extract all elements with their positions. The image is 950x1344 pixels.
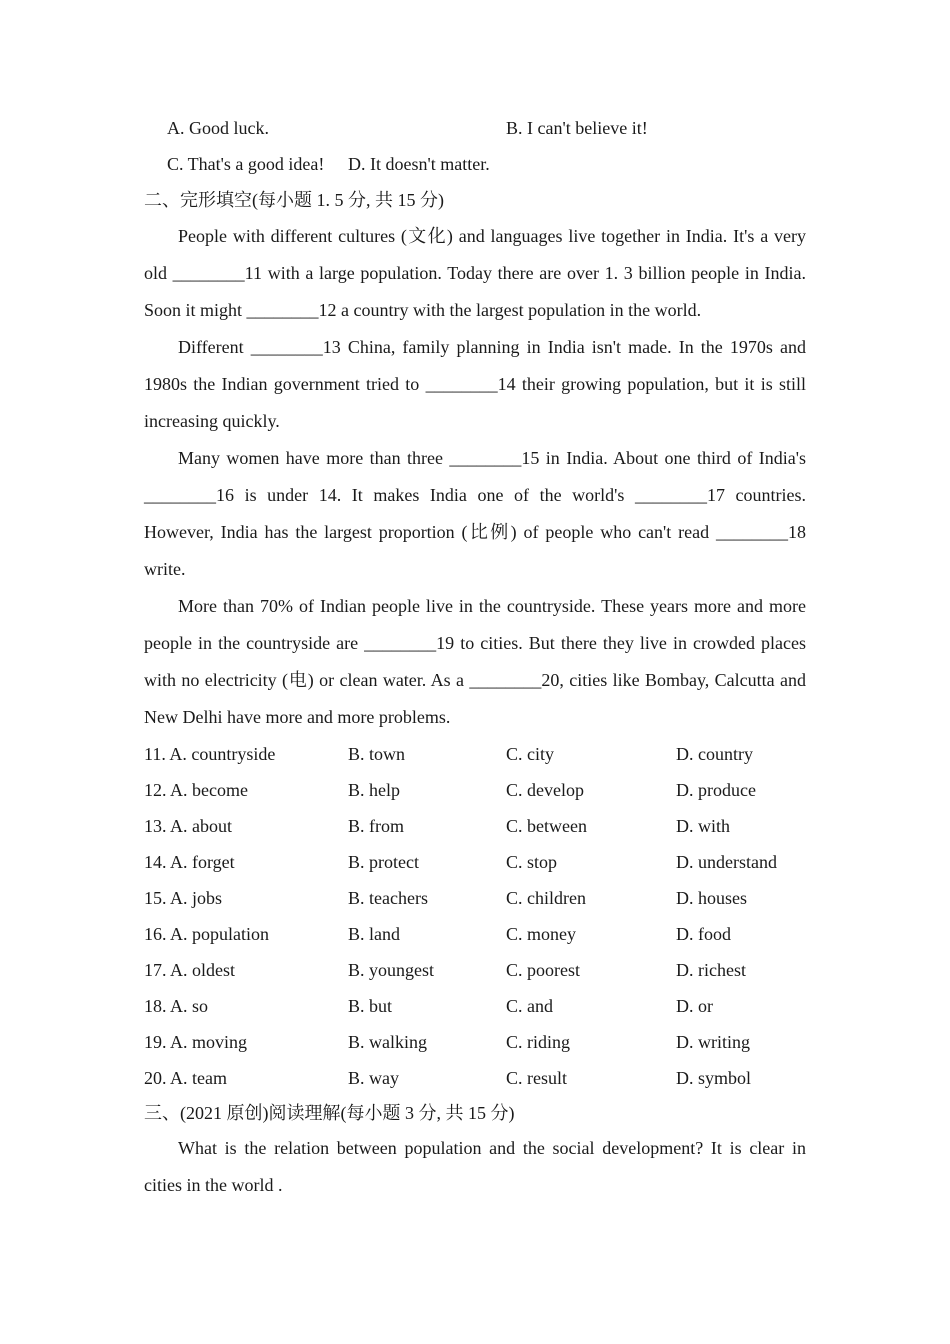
question-row: [144, 995, 844, 1017]
question-option: D. understand: [676, 852, 777, 872]
reading-passage: [144, 1130, 806, 1204]
cloze-passage: [144, 218, 806, 736]
question-row: [144, 743, 844, 765]
question-option: B. teachers: [348, 888, 428, 908]
question-option: C. between: [506, 816, 587, 836]
question-row: [144, 923, 844, 945]
question-option: D. symbol: [676, 1068, 752, 1088]
question-option: 20. A. team: [144, 1068, 227, 1088]
question-option: C. city: [506, 744, 554, 764]
question-option: D. richest: [676, 960, 746, 980]
question-row: [144, 851, 844, 873]
question-option: 15. A. jobs: [144, 888, 223, 908]
question-option: C. poorest: [506, 960, 580, 980]
question-option: B. way: [348, 1068, 399, 1088]
question-option: 18. A. so: [144, 996, 209, 1016]
question-option: 19. A. moving: [144, 1032, 248, 1052]
question-option: 13. A. about: [144, 816, 232, 836]
question-option: C. stop: [506, 852, 558, 872]
question-option: D. produce: [676, 780, 756, 800]
question-row: [144, 887, 844, 909]
question-row: [144, 1067, 844, 1089]
section-2-title: 二、完形填空(每小题 1. 5 分, 共 15 分): [144, 190, 444, 210]
question-option: 17. A. oldest: [144, 960, 236, 980]
option-c: C. That's a good idea!: [167, 154, 325, 174]
question-option: B. land: [348, 924, 400, 944]
section-3-title: 三、(2021 原创)阅读理解(每小题 3 分, 共 15 分): [144, 1103, 515, 1123]
passage-paragraph: What is the relation between population and the social development? It is clear in cities in the world .: [144, 1138, 806, 1195]
question-option: C. result: [506, 1068, 567, 1088]
question-option: B. from: [348, 816, 404, 836]
question-option: B. walking: [348, 1032, 427, 1052]
question-option: D. or: [676, 996, 713, 1016]
question-option: B. youngest: [348, 960, 435, 980]
question-option: 12. A. become: [144, 780, 248, 800]
option-d: D. It doesn't matter.: [348, 154, 490, 174]
question-option: D. with: [676, 816, 730, 836]
question-option: C. children: [506, 888, 586, 908]
question-option: D. houses: [676, 888, 747, 908]
question-option: C. and: [506, 996, 553, 1016]
question-row: [144, 1031, 844, 1053]
passage-paragraph: Many women have more than three ________15 in India. About one third of India's ________16 is under 14. It makes India one of the world's ________17 countries. However, India has the largest proportion (比例) of people who can't read ________18 write.: [144, 448, 806, 579]
question-option: B. protect: [348, 852, 419, 872]
question-row: [144, 815, 844, 837]
question-option: D. writing: [676, 1032, 750, 1052]
question-option: D. food: [676, 924, 731, 944]
question-option: 14. A. forget: [144, 852, 235, 872]
question-option: C. riding: [506, 1032, 571, 1052]
question-row: [144, 959, 844, 981]
passage-paragraph: More than 70% of Indian people live in the countryside. These years more and more people in the countryside are ________19 to cities. But there they live in crowded places with no electricity (电) or clean water. As a ________20, cities like Bombay, Calcutta and New Delhi have more and more problems.: [144, 596, 806, 727]
question-option: B. but: [348, 996, 393, 1016]
question-option: B. help: [348, 780, 400, 800]
option-b: B. I can't believe it!: [506, 118, 648, 138]
question-option: C. develop: [506, 780, 584, 800]
question-option: C. money: [506, 924, 576, 944]
question-row: [144, 779, 844, 801]
option-a: A. Good luck.: [167, 118, 269, 138]
question-option: B. town: [348, 744, 406, 764]
question-option: D. country: [676, 744, 753, 764]
passage-paragraph: Different ________13 China, family planning in India isn't made. In the 1970s and 1980s the Indian government tried to ________14 their growing population, but it is still increasing quickly.: [144, 337, 806, 431]
passage-paragraph: People with different cultures (文化) and languages live together in India. It's a very old ________11 with a large population. Today there are over 1. 3 billion people in India. Soon it might ________12 a country with the largest population in the world.: [144, 226, 806, 320]
question-option: 11. A. countryside: [144, 744, 276, 764]
question-option: 16. A. population: [144, 924, 269, 944]
